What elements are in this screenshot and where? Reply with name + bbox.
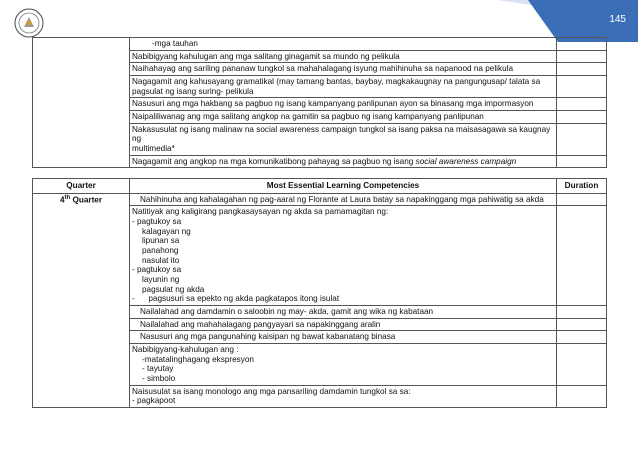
competency-italic-text: social awareness campaign	[415, 156, 517, 166]
competency-text: multimedia*	[132, 144, 175, 154]
table-row	[33, 193, 607, 206]
competency-cell: Nagagamit ang kahusayang gramatikal (may tamang bantas, baybay, magkakaugnay na pangungusap/ talata sa pagsulat ng isang suring- pelikula	[130, 76, 557, 98]
competency-text: Nagagamit ang angkop na mga komunikatibong pahayag sa pagbuo ng isang	[132, 156, 414, 166]
duration-cell	[557, 76, 607, 98]
table-header-row	[33, 179, 607, 194]
duration-cell	[557, 63, 607, 76]
quarter-cell: 4th Quarter	[33, 193, 130, 407]
duration-cell	[557, 193, 607, 206]
competency-cell: Naipaliliwanag ang mga salitang angkop na gamitin sa pagbuo ng isang kampanyang panlipunan	[130, 111, 557, 124]
duration-cell	[557, 318, 607, 331]
competency-table-continuation	[32, 37, 607, 168]
header-duration: Duration	[557, 179, 607, 194]
duration-cell	[557, 111, 607, 124]
competency-table-quarter-4	[32, 178, 607, 408]
competency-cell	[130, 155, 557, 168]
duration-cell	[557, 155, 607, 168]
competency-cell: Natitiyak ang kaligirang pangkasaysayan ng akda sa pamamagitan ng: - pagtukoy sa kalagayan ng lipunan sa panahong nasulat ito - pagtukoy sa layunin ng pagsulat ng akda - pagsusuri sa epekto ng akda pagkatapos itong isulat	[130, 206, 557, 306]
competency-cell: Nabibigyang kahulugan ang mga salitang ginagamit sa mundo ng pelikula	[130, 50, 557, 63]
duration-cell	[557, 206, 607, 306]
table-row	[33, 38, 607, 51]
header-quarter: Quarter	[33, 179, 130, 194]
competency-cell: Naihahayag ang sariling pananaw tungkol sa mahahalagang isyung mahihinuha sa napanood na pelikula	[130, 63, 557, 76]
competency-cell: Nailalahad ang damdamin o saloobin ng may- akda, gamit ang wika ng kabataan	[130, 306, 557, 319]
duration-cell	[557, 50, 607, 63]
duration-cell	[557, 123, 607, 155]
deped-seal-icon	[14, 8, 44, 38]
quarter-cell-empty	[33, 38, 130, 168]
competency-cell	[130, 123, 557, 155]
competency-cell: -mga tauhan	[130, 38, 557, 51]
duration-cell	[557, 98, 607, 111]
competency-cell: Nabibigyang-kahulugan ang : -matatalinghagang ekspresyon - tayutay - simbolo	[130, 344, 557, 386]
duration-cell	[557, 344, 607, 386]
competency-cell: Naisusulat sa isang monologo ang mga pansariling damdamin tungkol sa sa: - pagkapoot	[130, 385, 557, 407]
competency-cell: Nahihinuha ang kahalagahan ng pag-aaral ng Florante at Laura batay sa napakinggang mga pahiwatig sa akda	[130, 193, 557, 206]
competency-cell: Nailalahad ang mahahalagang pangyayari sa napakinggang aralin	[130, 318, 557, 331]
competency-cell: Nasusuri ang mga pangunahing kaisipan ng bawat kabanatang binasa	[130, 331, 557, 344]
duration-cell	[557, 385, 607, 407]
competency-text: Nakasusulat ng isang malinaw na social awareness campaign tungkol sa isang paksa na maisasagawa sa kaugnay ng	[132, 124, 551, 144]
header-competencies: Most Essential Learning Competencies	[130, 179, 557, 194]
duration-cell	[557, 38, 607, 51]
duration-cell	[557, 331, 607, 344]
page-number: 145	[609, 14, 626, 25]
competency-cell: Nasusuri ang mga hakbang sa pagbuo ng isang kampanyang panlipunan ayon sa binasang mga impormasyon	[130, 98, 557, 111]
duration-cell	[557, 306, 607, 319]
